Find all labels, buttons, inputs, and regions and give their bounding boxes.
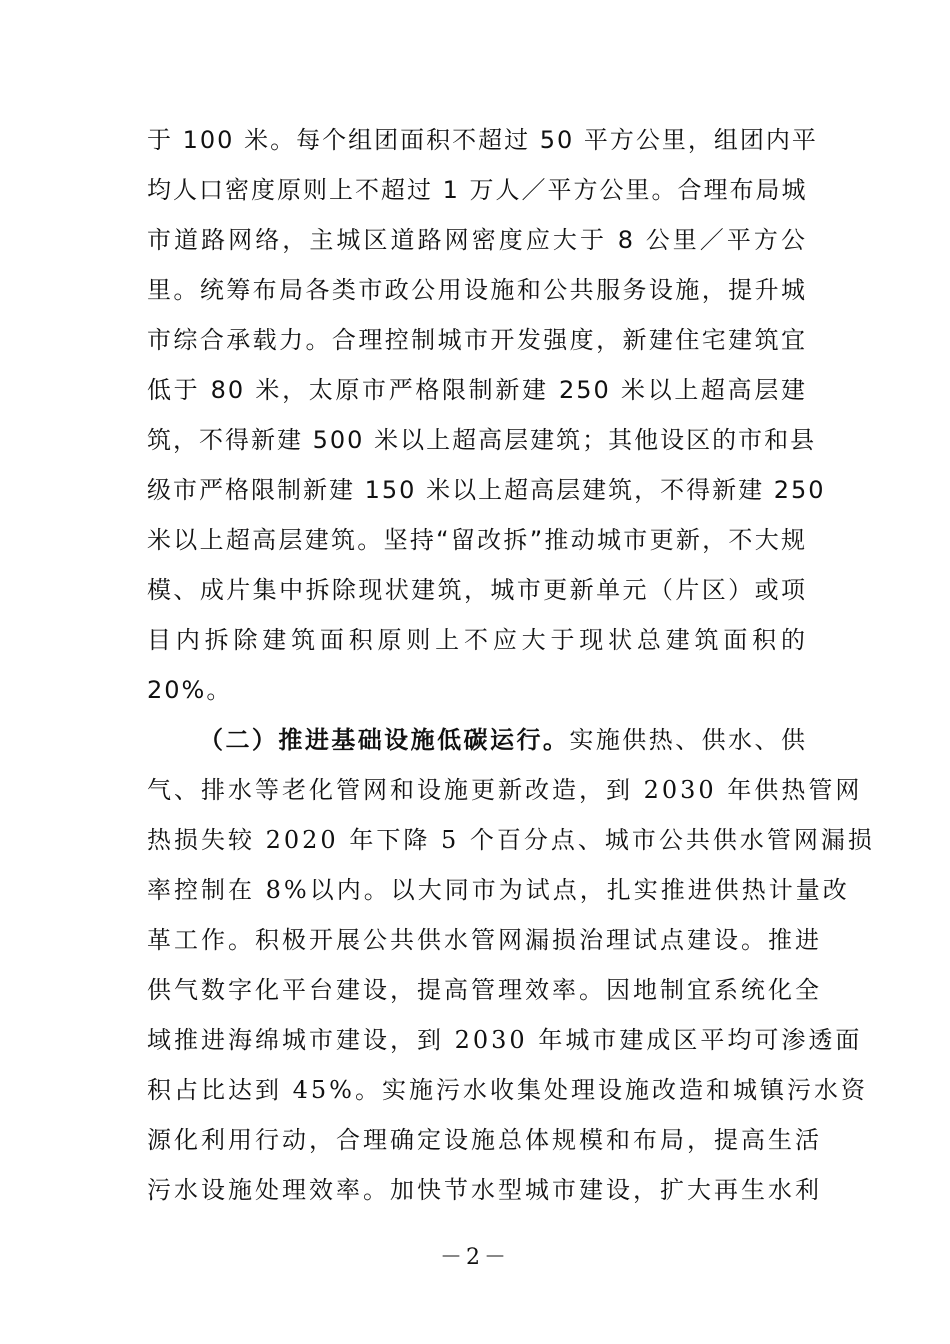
paragraph-line: 市道路网络，主城区道路网密度应大于 8 公里／平方公 <box>147 226 807 254</box>
paragraph-line: 均人口密度原则上不超过 1 万人／平方公里。合理布局城 <box>147 176 808 204</box>
section-heading: （二）推进基础设施低碳运行。 <box>199 726 570 754</box>
paragraph-line: 级市严格限制新建 150 米以上超高层建筑，不得新建 250 <box>147 476 826 504</box>
paragraph-line: 20%。 <box>147 676 233 704</box>
paragraph-line: 革工作。积极开展公共供水管网漏损治理试点建设。推进 <box>147 926 822 954</box>
paragraph-line: 米以上超高层建筑。坚持“留改拆”推动城市更新，不大规 <box>147 526 807 554</box>
paragraph-line: 气、排水等老化管网和设施更新改造，到 2030 年供热管网 <box>147 776 863 804</box>
paragraph-line: 筑，不得新建 500 米以上超高层建筑；其他设区的市和县 <box>147 426 817 454</box>
paragraph-line: 域推进海绵城市建设，到 2030 年城市建成区平均可渗透面 <box>147 1026 863 1054</box>
paragraph-line: 模、成片集中拆除现状建筑，城市更新单元（片区）或项 <box>147 576 807 604</box>
paragraph-line: 积占比达到 45%。实施污水收集处理设施改造和城镇污水资 <box>147 1076 868 1104</box>
paragraph-line: 低于 80 米，太原市严格限制新建 250 米以上超高层建 <box>147 376 807 404</box>
paragraph-line: 污水设施处理效率。加快节水型城市建设，扩大再生水利 <box>147 1176 822 1204</box>
paragraph-line: 于 100 米。每个组团面积不超过 50 平方公里，组团内平 <box>147 126 818 154</box>
paragraph-line: 供气数字化平台建设，提高管理效率。因地制宜系统化全 <box>147 976 822 1004</box>
paragraph-line: 市综合承载力。合理控制城市开发强度，新建住宅建筑宜 <box>147 326 807 354</box>
paragraph-line: 源化利用行动，合理确定设施总体规模和布局，提高生活 <box>147 1126 822 1154</box>
paragraph-line: 率控制在 8%以内。以大同市为试点，扎实推进供热计量改 <box>147 876 850 904</box>
paragraph-line: 里。统筹布局各类市政公用设施和公共服务设施，提升城 <box>147 276 807 304</box>
page-number: －2－ <box>440 1245 510 1270</box>
section-heading-line <box>199 715 807 765</box>
paragraph-line: 目内拆除建筑面积原则上不应大于现状总建筑面积的 <box>147 626 807 654</box>
paragraph-line: 热损失较 2020 年下降 5 个百分点、城市公共供水管网漏损 <box>147 826 875 854</box>
paragraph-text: 实施供热、供水、供 <box>569 726 808 754</box>
